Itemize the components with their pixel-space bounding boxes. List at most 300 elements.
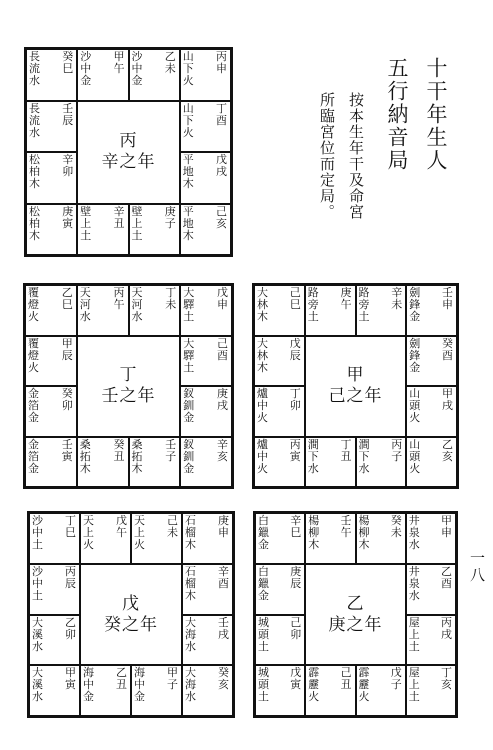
nayin-label <box>258 515 282 551</box>
nayin-char: 山 <box>182 101 195 115</box>
nayin-char: 驛 <box>183 298 196 311</box>
nayin-label <box>257 338 281 374</box>
ganzhi-label <box>218 667 230 691</box>
palace-cell <box>129 204 180 256</box>
nayin-char: 下 <box>358 449 371 463</box>
ganzhi-label <box>441 566 453 590</box>
nayin-char: 柏 <box>29 165 41 178</box>
nayin-char: 大 <box>257 286 269 299</box>
palace-cell <box>77 285 129 336</box>
ganzhi-label <box>217 388 229 412</box>
ganzhi-label <box>216 206 228 230</box>
palace-cell <box>180 49 231 101</box>
nayin-char: 沙 <box>131 50 144 63</box>
nayin-char: 水 <box>408 588 421 602</box>
palace-cell <box>356 665 406 716</box>
nayin-char: 屋 <box>408 615 421 629</box>
nayin-char: 火 <box>28 360 40 374</box>
palace-cell <box>406 513 456 564</box>
nayin-label <box>359 439 383 475</box>
ganzhi-char: 辰 <box>290 576 302 590</box>
ganzhi-label <box>65 566 77 590</box>
ganzhi-char: 酉 <box>441 576 452 590</box>
ganzhi-char: 乙 <box>65 615 76 629</box>
nayin-char: 金 <box>409 360 422 374</box>
ganzhi-label <box>391 287 403 311</box>
center-title <box>81 594 181 636</box>
board-wu-gui <box>27 511 235 718</box>
ganzhi-char: 未 <box>391 298 403 311</box>
ganzhi-char: 酉 <box>218 576 229 590</box>
ganzhi-char: 未 <box>165 298 177 311</box>
nayin-label <box>80 206 104 242</box>
ganzhi-char: 壬 <box>61 437 73 451</box>
ganzhi-label <box>216 154 228 178</box>
nayin-label <box>183 287 207 323</box>
ganzhi-char: 丑 <box>116 678 127 692</box>
nayin-char: 金 <box>258 538 270 551</box>
nayin-label <box>258 566 282 602</box>
center-title-line-1: 甲 <box>346 365 365 385</box>
ganzhi-char: 丁 <box>65 514 76 527</box>
ganzhi-char: 申 <box>218 526 229 539</box>
nayin-label <box>132 206 156 242</box>
palace-cell <box>255 513 305 564</box>
nayin-char: 火 <box>134 538 146 551</box>
nayin-char: 燈 <box>28 348 40 362</box>
nayin-char: 木 <box>79 461 92 475</box>
nayin-label <box>308 287 332 323</box>
nayin-char: 土 <box>408 690 421 704</box>
ganzhi-char: 庚 <box>164 204 176 218</box>
palace-cell <box>77 204 128 256</box>
ganzhi-char: 午 <box>340 526 352 539</box>
nayin-char: 下 <box>182 62 195 75</box>
ganzhi-char: 未 <box>164 62 176 75</box>
ganzhi-char: 戌 <box>216 165 227 178</box>
ganzhi-char: 丁 <box>441 666 452 680</box>
nayin-char: 木 <box>185 538 197 551</box>
ganzhi-label <box>218 617 230 641</box>
palace-cell <box>129 49 180 101</box>
nayin-char: 金 <box>183 461 196 475</box>
nayin-label <box>359 667 383 703</box>
nayin-char: 鋒 <box>409 348 422 362</box>
ganzhi-char: 丙 <box>289 437 301 451</box>
ganzhi-label <box>65 667 77 691</box>
palace-cell <box>356 285 407 336</box>
nayin-label <box>32 566 56 602</box>
ganzhi-char: 亥 <box>218 678 229 692</box>
palace-cell <box>25 336 77 387</box>
ganzhi-char: 乙 <box>442 437 453 451</box>
ganzhi-char: 申 <box>442 298 453 311</box>
nayin-label <box>28 287 52 323</box>
nayin-char: 上 <box>408 678 421 692</box>
ganzhi-char: 甲 <box>442 387 453 400</box>
ganzhi-label <box>62 154 74 178</box>
ganzhi-char: 己 <box>216 204 227 218</box>
ganzhi-label <box>290 617 302 641</box>
nayin-char: 木 <box>308 538 321 551</box>
palace-cell <box>254 336 305 387</box>
palace-cell <box>182 665 233 716</box>
ganzhi-char: 丙 <box>391 437 403 451</box>
nayin-char: 河 <box>131 298 144 311</box>
ganzhi-char: 酉 <box>216 113 227 127</box>
ganzhi-char: 戊 <box>116 514 127 527</box>
nayin-label <box>308 667 332 703</box>
nayin-label <box>132 51 156 87</box>
palace-cell <box>406 386 457 437</box>
ganzhi-char: 乙 <box>164 50 176 63</box>
ganzhi-char: 子 <box>167 678 178 692</box>
nayin-label <box>183 439 207 475</box>
palace-cell <box>77 49 128 101</box>
ganzhi-char: 乙 <box>441 564 452 578</box>
ganzhi-label <box>116 515 128 539</box>
ganzhi-char: 乙 <box>61 286 73 299</box>
palace-cell <box>255 564 305 615</box>
ganzhi-label <box>167 667 179 691</box>
page-number: 一八 <box>468 550 486 584</box>
palace-cell <box>26 152 77 204</box>
nayin-char: 桑 <box>131 437 144 451</box>
ganzhi-char: 丁 <box>165 286 177 299</box>
nayin-char: 箔 <box>28 449 40 463</box>
ganzhi-char: 寅 <box>290 678 302 692</box>
nayin-char: 中 <box>131 62 144 75</box>
nayin-char: 山 <box>409 437 422 451</box>
center-title-box <box>305 336 407 437</box>
palace-cell <box>129 285 181 336</box>
ganzhi-char: 戊 <box>290 666 302 680</box>
nayin-label <box>257 388 281 424</box>
palace-cell <box>180 152 231 204</box>
nayin-label <box>409 515 433 551</box>
palace-cell <box>305 285 356 336</box>
ganzhi-label <box>165 206 177 230</box>
palace-cell <box>180 437 232 488</box>
nayin-char: 劍 <box>409 336 422 350</box>
ganzhi-char: 戌 <box>441 627 452 641</box>
nayin-char: 柏 <box>29 216 41 230</box>
palace-cell <box>406 285 457 336</box>
ganzhi-char: 己 <box>217 336 228 350</box>
ganzhi-char: 卯 <box>289 399 301 412</box>
nayin-label <box>28 388 52 424</box>
ganzhi-label <box>167 515 179 539</box>
nayin-char: 沙 <box>32 514 44 527</box>
ganzhi-label <box>290 388 302 412</box>
ganzhi-char: 午 <box>113 62 125 75</box>
nayin-label <box>83 515 107 551</box>
nayin-char: 土 <box>258 639 270 653</box>
nayin-char: 釵 <box>183 387 196 400</box>
nayin-char: 柳 <box>308 526 321 539</box>
ganzhi-label <box>165 51 177 75</box>
palace-cell <box>180 101 231 153</box>
nayin-label <box>409 388 433 424</box>
ganzhi-char: 巳 <box>65 526 76 539</box>
palace-cell <box>406 665 456 716</box>
nayin-char: 土 <box>408 639 421 653</box>
ganzhi-label <box>441 667 453 691</box>
nayin-char: 大 <box>257 336 269 350</box>
ganzhi-char: 癸 <box>218 666 229 680</box>
ganzhi-char: 丑 <box>340 449 352 463</box>
nayin-char: 城 <box>258 666 270 680</box>
ganzhi-char: 辰 <box>65 576 76 590</box>
ganzhi-char: 壬 <box>442 286 453 299</box>
nayin-char: 箔 <box>28 399 40 412</box>
palace-cell <box>77 437 129 488</box>
palace-cell <box>26 204 77 256</box>
nayin-char: 靂 <box>358 678 371 692</box>
nayin-char: 中 <box>32 576 44 590</box>
ganzhi-char: 戊 <box>217 286 228 299</box>
ganzhi-label <box>218 566 230 590</box>
nayin-char: 天 <box>79 286 92 299</box>
palace-cell <box>80 665 131 716</box>
ganzhi-char: 庚 <box>217 387 228 400</box>
ganzhi-char: 戌 <box>217 399 228 412</box>
ganzhi-label <box>391 515 403 539</box>
nayin-char: 土 <box>183 310 196 323</box>
nayin-char: 大 <box>183 286 196 299</box>
ganzhi-char: 未 <box>167 526 178 539</box>
nayin-char: 霹 <box>358 666 371 680</box>
nayin-char: 拓 <box>131 449 144 463</box>
nayin-label <box>80 51 104 87</box>
nayin-char: 海 <box>185 678 197 692</box>
nayin-char: 頭 <box>409 449 422 463</box>
ganzhi-label <box>114 287 126 311</box>
nayin-char: 海 <box>83 666 95 680</box>
nayin-char: 山 <box>409 387 422 400</box>
palace-cell <box>131 665 182 716</box>
ganzhi-char: 甲 <box>65 666 76 680</box>
nayin-char: 松 <box>29 204 41 218</box>
ganzhi-char: 己 <box>340 666 352 680</box>
palace-cell <box>182 564 233 615</box>
ganzhi-label <box>290 515 302 539</box>
nayin-char: 柳 <box>358 526 371 539</box>
ganzhi-char: 辰 <box>289 348 301 362</box>
nayin-char: 木 <box>29 177 41 190</box>
ganzhi-char: 巳 <box>62 62 74 75</box>
nayin-label <box>359 287 383 323</box>
ganzhi-label <box>114 439 126 463</box>
nayin-char: 水 <box>408 538 421 551</box>
nayin-char: 泉 <box>408 526 421 539</box>
palace-cell <box>305 513 355 564</box>
ganzhi-char: 己 <box>290 615 302 629</box>
nayin-char: 火 <box>83 538 95 551</box>
nayin-char: 火 <box>28 310 40 323</box>
nayin-char: 土 <box>258 690 270 704</box>
nayin-label <box>28 439 52 475</box>
ganzhi-char: 戌 <box>442 399 453 412</box>
center-title-line-1: 丁 <box>119 365 138 385</box>
ganzhi-char: 寅 <box>65 678 76 692</box>
palace-cell <box>29 564 80 615</box>
ganzhi-label <box>442 338 454 362</box>
ganzhi-char: 丁 <box>289 387 301 400</box>
nayin-char: 劍 <box>409 286 422 299</box>
nayin-char: 澗 <box>358 437 371 451</box>
ganzhi-char: 丁 <box>216 101 227 115</box>
nayin-char: 金 <box>258 588 270 602</box>
nayin-char: 平 <box>182 153 195 166</box>
ganzhi-char: 庚 <box>218 514 229 527</box>
nayin-char: 木 <box>29 228 41 242</box>
center-title-line-1: 戊 <box>122 593 140 614</box>
ganzhi-label <box>62 388 74 412</box>
nayin-char: 上 <box>134 526 146 539</box>
ganzhi-char: 戌 <box>218 627 229 641</box>
ganzhi-label <box>165 439 177 463</box>
ganzhi-label <box>290 287 302 311</box>
nayin-char: 石 <box>185 514 197 527</box>
ganzhi-label <box>62 338 74 362</box>
nayin-label <box>183 388 207 424</box>
ganzhi-label <box>216 51 228 75</box>
ganzhi-char: 卯 <box>62 165 74 178</box>
palace-cell <box>254 437 305 488</box>
ganzhi-char: 戊 <box>216 153 227 166</box>
nayin-label <box>32 617 56 653</box>
nayin-char: 白 <box>258 514 270 527</box>
nayin-label <box>28 338 52 374</box>
nayin-char: 霹 <box>308 666 321 680</box>
center-title <box>78 365 180 407</box>
nayin-char: 大 <box>185 666 197 680</box>
nayin-label <box>183 206 207 242</box>
ganzhi-char: 酉 <box>217 348 228 362</box>
ganzhi-label <box>216 103 228 127</box>
ganzhi-char: 卯 <box>290 627 302 641</box>
nayin-char: 壁 <box>80 204 93 218</box>
ganzhi-label <box>290 439 302 463</box>
ganzhi-label <box>341 287 353 311</box>
nayin-label <box>257 287 281 323</box>
nayin-char: 河 <box>79 298 92 311</box>
center-title-line-2: 癸之年 <box>104 614 158 635</box>
nayin-label <box>185 566 209 602</box>
ganzhi-char: 己 <box>289 286 301 299</box>
nayin-char: 金 <box>28 387 40 400</box>
ganzhi-char: 癸 <box>61 387 73 400</box>
ganzhi-label <box>114 51 126 75</box>
ganzhi-char: 巳 <box>61 298 73 311</box>
palace-cell <box>129 437 181 488</box>
center-title <box>306 365 406 407</box>
nayin-label <box>29 206 53 242</box>
nayin-char: 上 <box>408 627 421 641</box>
ganzhi-char: 辛 <box>217 437 228 451</box>
ganzhi-char: 丙 <box>113 286 125 299</box>
nayin-char: 水 <box>32 639 44 653</box>
palace-cell <box>254 285 305 336</box>
ganzhi-label <box>341 515 353 539</box>
nayin-char: 水 <box>79 310 92 323</box>
nayin-char: 白 <box>258 564 270 578</box>
nayin-char: 金 <box>28 437 40 451</box>
ganzhi-char: 巳 <box>289 298 301 311</box>
nayin-char: 驛 <box>183 348 196 362</box>
nayin-label <box>308 515 332 551</box>
nayin-char: 旁 <box>307 298 320 311</box>
nayin-char: 溪 <box>32 678 44 692</box>
nayin-char: 長 <box>29 50 41 63</box>
nayin-char: 井 <box>408 514 421 527</box>
nayin-label <box>32 667 56 703</box>
nayin-char: 釧 <box>183 399 196 412</box>
ganzhi-char: 辛 <box>218 564 229 578</box>
ganzhi-char: 午 <box>340 298 352 311</box>
nayin-char: 地 <box>182 216 195 230</box>
ganzhi-label <box>441 617 453 641</box>
nayin-char: 爐 <box>257 437 269 451</box>
board-bing-xin <box>24 47 233 257</box>
ganzhi-char: 子 <box>164 216 176 230</box>
nayin-label <box>308 439 332 475</box>
palace-cell <box>182 513 233 564</box>
nayin-label <box>132 439 156 475</box>
palace-cell <box>25 285 77 336</box>
nayin-char: 地 <box>182 165 195 178</box>
nayin-char: 中 <box>83 678 95 692</box>
nayin-char: 大 <box>185 615 197 629</box>
subtitle-line-1: 按本生年干及命宮 <box>347 92 365 220</box>
ganzhi-char: 庚 <box>62 204 74 218</box>
ganzhi-char: 午 <box>113 298 125 311</box>
nayin-char: 火 <box>182 74 195 87</box>
ganzhi-char: 壬 <box>165 437 177 451</box>
nayin-char: 釵 <box>183 437 196 451</box>
ganzhi-char: 寅 <box>62 216 74 230</box>
ganzhi-char: 甲 <box>441 514 452 527</box>
ganzhi-label <box>391 667 403 691</box>
nayin-char: 路 <box>358 286 371 299</box>
nayin-char: 沙 <box>80 50 93 63</box>
ganzhi-char: 卯 <box>65 627 76 641</box>
nayin-char: 木 <box>182 177 195 190</box>
ganzhi-char: 丑 <box>340 678 352 692</box>
ganzhi-label <box>341 667 353 691</box>
nayin-char: 海 <box>134 666 146 680</box>
center-title-line-2: 己之年 <box>328 386 383 406</box>
nayin-char: 下 <box>307 449 320 463</box>
ganzhi-char: 寅 <box>289 449 301 463</box>
board-jia-ji <box>252 283 459 489</box>
nayin-char: 鑞 <box>258 576 270 590</box>
nayin-char: 土 <box>80 228 93 242</box>
nayin-char: 大 <box>183 336 196 350</box>
nayin-char: 火 <box>409 461 422 475</box>
nayin-char: 壁 <box>131 204 144 218</box>
ganzhi-label <box>290 566 302 590</box>
nayin-char: 溪 <box>32 627 44 641</box>
nayin-label <box>409 287 433 323</box>
nayin-char: 海 <box>185 627 197 641</box>
nayin-label <box>32 515 56 551</box>
palace-cell <box>255 615 305 666</box>
board-yi-geng <box>253 511 458 718</box>
center-title-box <box>80 564 182 666</box>
center-title-line-2: 庚之年 <box>328 614 383 635</box>
